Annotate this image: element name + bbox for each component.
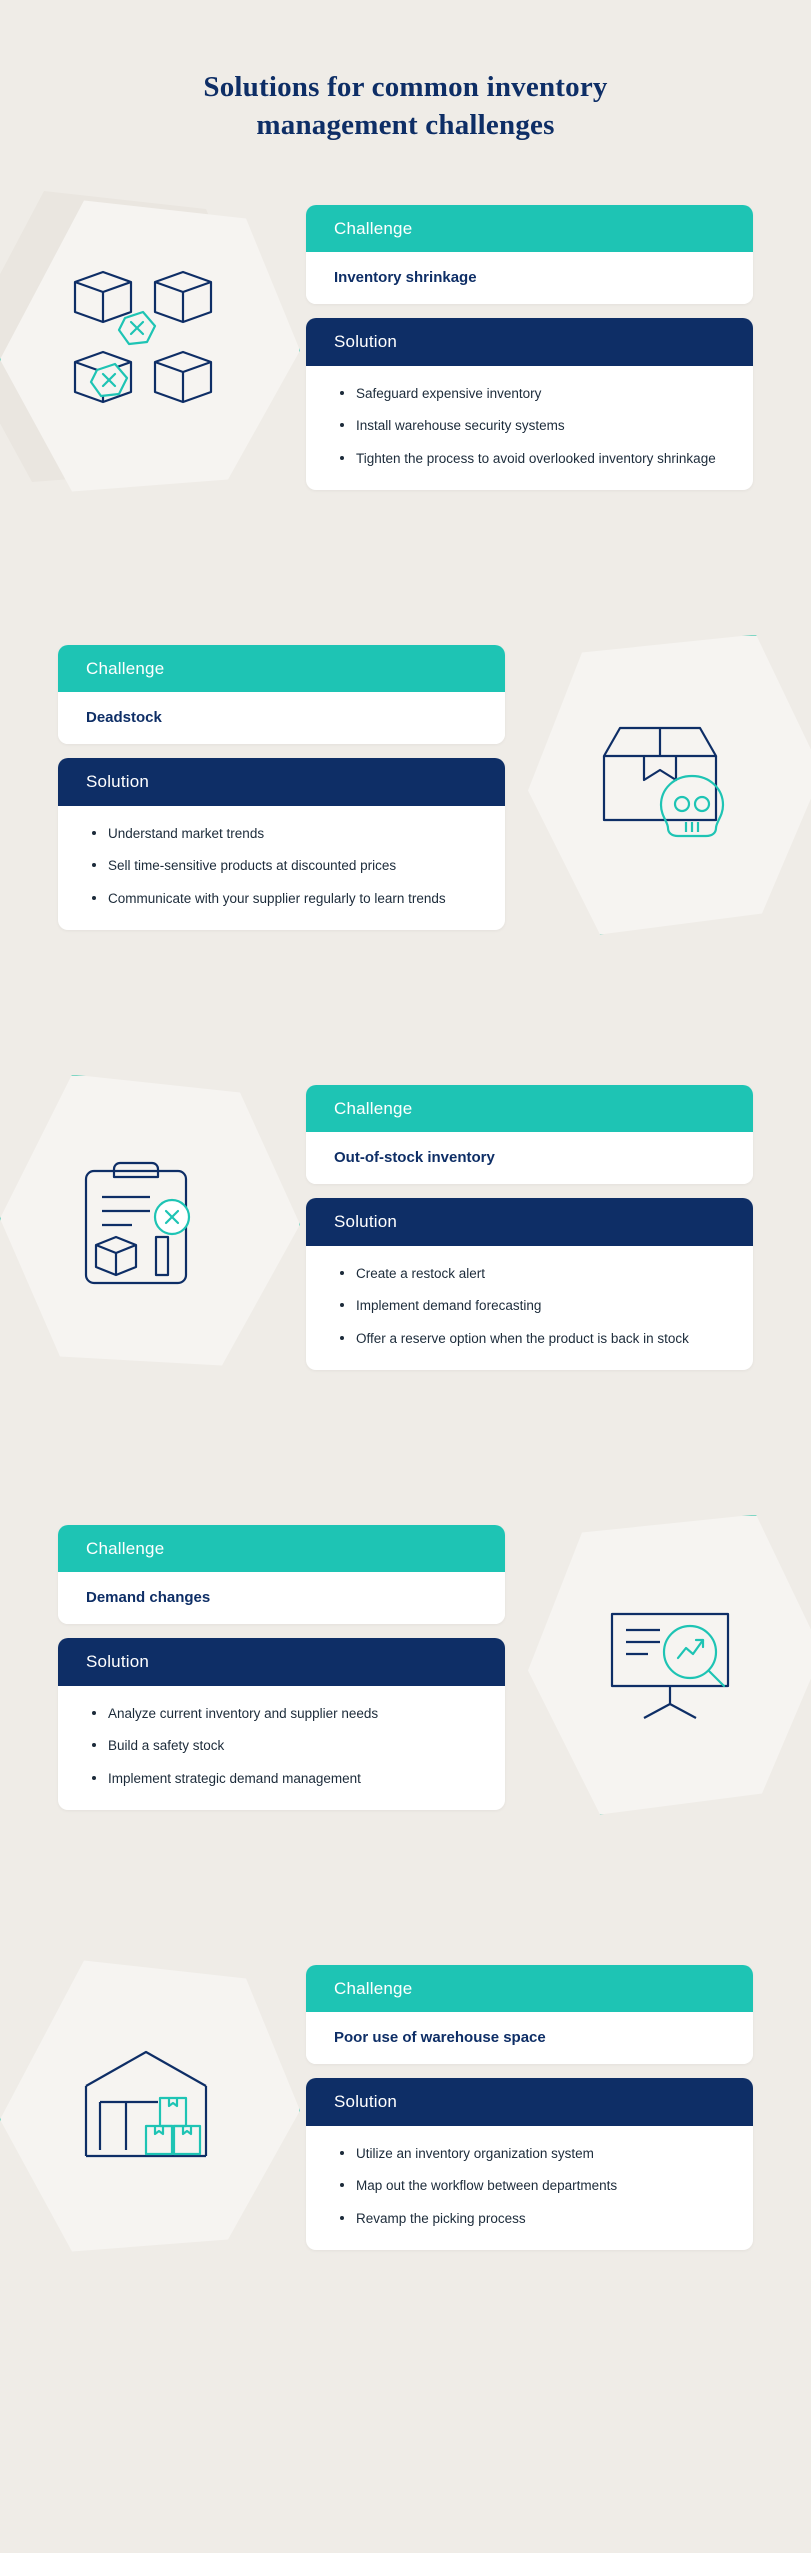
solution-label: Solution	[58, 1638, 505, 1686]
challenge-block	[0, 1067, 811, 1507]
solution-list	[92, 824, 475, 909]
solution-list-wrapper	[306, 1246, 753, 1371]
challenge-label: Challenge	[306, 1085, 753, 1132]
challenge-text: Deadstock	[58, 692, 505, 744]
solution-list-wrapper	[58, 806, 505, 931]
illustration-package-with-skull	[522, 635, 811, 935]
list-item: Safeguard expensive inventory	[340, 384, 723, 404]
cards-column	[306, 205, 753, 491]
challenge-block	[0, 1507, 811, 1947]
challenge-card	[58, 1525, 505, 1624]
boxes-with-x-icon	[55, 260, 245, 430]
warehouse-with-boxes-icon	[60, 2030, 240, 2180]
list-item: Communicate with your supplier regularly to learn trends	[92, 889, 475, 909]
list-item: Understand market trends	[92, 824, 475, 844]
solution-list-wrapper	[306, 366, 753, 491]
clipboard-with-x-icon	[60, 1145, 240, 1305]
solution-list-wrapper	[58, 1686, 505, 1811]
solution-card	[306, 1198, 753, 1371]
challenge-card	[306, 1965, 753, 2064]
chart-with-magnifier-icon	[582, 1590, 762, 1740]
challenge-block	[0, 1947, 811, 2387]
challenge-card	[306, 1085, 753, 1184]
challenge-blocks	[0, 187, 811, 2387]
challenge-card	[58, 645, 505, 744]
list-item: Analyze current inventory and supplier needs	[92, 1704, 475, 1724]
solution-label: Solution	[306, 2078, 753, 2126]
challenge-label: Challenge	[58, 645, 505, 692]
solution-label: Solution	[58, 758, 505, 806]
challenge-text: Out-of-stock inventory	[306, 1132, 753, 1184]
solution-card	[58, 758, 505, 931]
challenge-text: Poor use of warehouse space	[306, 2012, 753, 2064]
illustration-clipboard-with-x	[0, 1075, 300, 1375]
cards-column	[306, 1965, 753, 2251]
list-item: Sell time-sensitive products at discounted prices	[92, 856, 475, 876]
cards-column	[58, 645, 505, 931]
illustration-warehouse-with-boxes	[0, 1955, 300, 2255]
list-item: Install warehouse security systems	[340, 416, 723, 436]
illustration-boxes-with-x	[0, 195, 300, 495]
challenge-label: Challenge	[306, 1965, 753, 2012]
solution-list	[340, 1264, 723, 1349]
solution-label: Solution	[306, 318, 753, 366]
challenge-block	[0, 627, 811, 1067]
cards-column	[306, 1085, 753, 1371]
challenge-text: Inventory shrinkage	[306, 252, 753, 304]
list-item: Tighten the process to avoid overlooked inventory shrinkage	[340, 449, 723, 469]
solution-card	[306, 2078, 753, 2251]
illustration-chart-with-magnifier	[522, 1515, 811, 1815]
challenge-text: Demand changes	[58, 1572, 505, 1624]
package-with-skull-icon	[582, 710, 762, 860]
list-item: Implement demand forecasting	[340, 1296, 723, 1316]
challenge-label: Challenge	[58, 1525, 505, 1572]
list-item: Utilize an inventory organization system	[340, 2144, 723, 2164]
solution-list	[92, 1704, 475, 1789]
solution-card	[58, 1638, 505, 1811]
cards-column	[58, 1525, 505, 1811]
solution-list-wrapper	[306, 2126, 753, 2251]
challenge-label: Challenge	[306, 205, 753, 252]
challenge-card	[306, 205, 753, 304]
page-title: Solutions for common inventory management challenges	[203, 71, 608, 142]
solution-list	[340, 384, 723, 469]
list-item: Revamp the picking process	[340, 2209, 723, 2229]
list-item: Create a restock alert	[340, 1264, 723, 1284]
list-item: Offer a reserve option when the product is back in stock	[340, 1329, 723, 1349]
list-item: Build a safety stock	[92, 1736, 475, 1756]
list-item: Implement strategic demand management	[92, 1769, 475, 1789]
solution-list	[340, 2144, 723, 2229]
solution-card	[306, 318, 753, 491]
list-item: Map out the workflow between departments	[340, 2176, 723, 2196]
challenge-block	[0, 187, 811, 627]
solution-label: Solution	[306, 1198, 753, 1246]
